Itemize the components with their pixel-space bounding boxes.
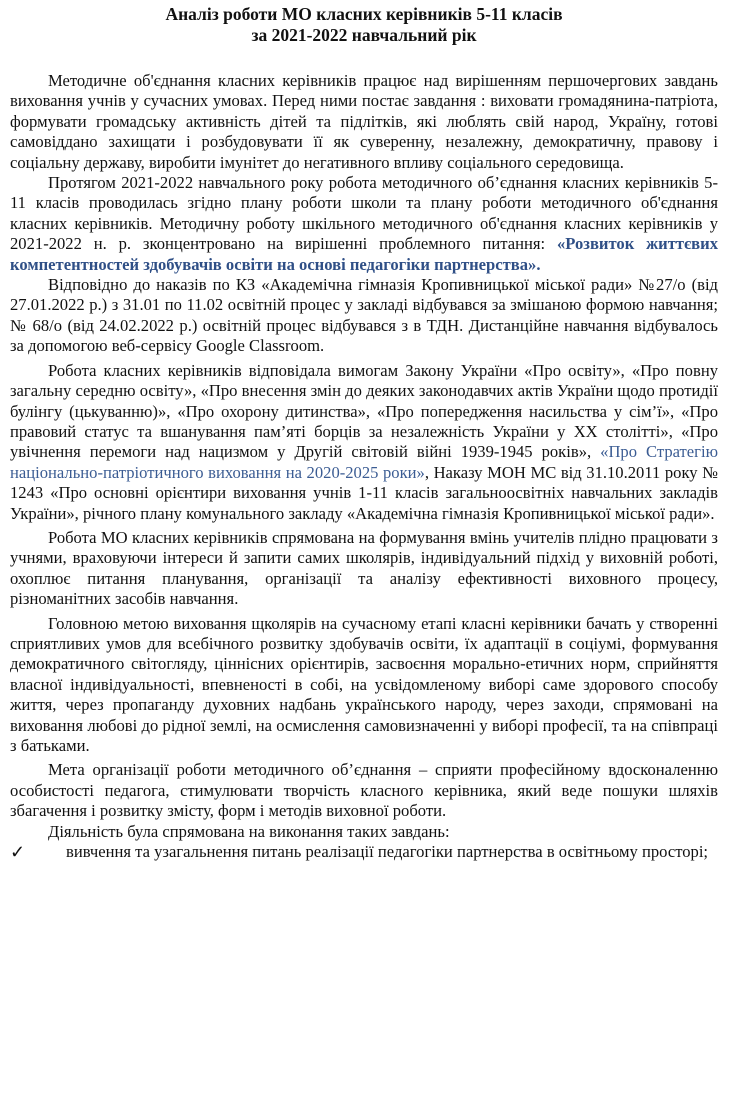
- checklist-item-text: вивчення та узагальнення питань реалізації педагогіки партнерства в освітньому просторі;: [66, 842, 709, 862]
- paragraph-methodical-problem-text: Протягом 2021-2022 навчального року робота методичного об’єднання класних керівників 5-11 класів проводилась згідно плану роботи школи та плану роботи методичного об'єднання класних керівників. Методичну роботу шкільного методичного об'єднання класних керівників у 2021-2022 н. р. зконцентровано на вирішенні проблемного питання:: [10, 173, 718, 254]
- strategy-link[interactable]: «Про Стратегію національно-патріотичного виховання на 2020-2025 роки»: [10, 442, 718, 482]
- title-line-2: за 2021-2022 навчальний рік: [251, 25, 477, 45]
- paragraph-laws-text-1: Робота класних керівників відповідала вимогам Закону України «Про освіту», «Про повну загальну середню освіту», «Про внесення змін до деяких законодавчих актів України щодо протидії булінгу (цькуванню)», «Про охорону дитинства», «Про попередження насильства у сім’ї», «Про правовий статус та вшанування пам’яті борців за незалежність України у ХХ столітті», «Про увічнення перемоги над нацизмом у Другій світовій війні 1939-1945 років»,: [10, 360, 718, 462]
- paragraph-purpose: Мета організації роботи методичного об’єднання – сприяти професійному вдосконаленню особистості педагога, стимулювати творчість класного керівника, який веде пошуки шляхів збагачення і розвитку змісту, форм і методів виховної роботи.: [10, 760, 718, 821]
- paragraph-mo-work: Робота МО класних керівників спрямована на формування вмінь учителів плідно працювати з учнями, враховуючи інтереси й запити самих школярів, індивідуальний підхід у виховній роботі, охоплює питання планування, організації та аналізу ефективності виховного процесу, різноманітних засобів навчання.: [10, 527, 718, 609]
- paragraph-intro: Методичне об'єднання класних керівників працює над вирішенням першочергових завдань виховання учнів у сучасних умовах. Перед ними постає завдання : виховати громадянина-патріота, формувати громадську активність дітей та підлітків, які люблять свій народ, Україну, готові самовіддано захищати і розбудовувати її як суверенну, незалежну, демократичну, правову і соціальну державу, виробити імунітет до негативного впливу соціального середовища.: [10, 71, 718, 172]
- paragraph-methodical-problem: [10, 173, 718, 275]
- problem-topic-highlight: «Розвиток життєвих компетентностей здобувачів освіти на основі педагогіки партнерства».: [10, 234, 718, 274]
- document-page: [10, 4, 718, 862]
- checklist-item: [10, 842, 718, 862]
- document-title: [10, 4, 718, 46]
- paragraph-tasks-intro: Діяльність була спрямована на виконання таких завдань:: [48, 821, 450, 841]
- paragraph-orders: Відповідно до наказів по КЗ «Академічна гімназія Кропивницької міської ради» №27/о (від 27.01.2022 р.) з 31.01 по 11.02 освітній процес у закладі відбувався за змішаною формою навчання; № 68/о (від 24.02.2022 р.) освітній процес відбувався з в ТДН. Дистанційне навчання відбувалось за допомогою веб-сервісу Google Classroom.: [10, 275, 718, 356]
- title-line-1: Аналіз роботи МО класних керівників 5-11 класів: [165, 4, 563, 24]
- checkmark-icon: ✓: [10, 842, 26, 863]
- paragraph-main-goal: Головною метою виховання щколярів на сучасному етапі класні керівники бачать у створенні сприятливих умов для всебічного розвитку здобувачів освіти, їх адаптації в соціумі, формування демократичного світогляду, ціннісних орієнтирів, засвоєння морально-етичних норм, сприйняття власної індивідуальності, впевненості в собі, на усвідомленому виборі саме здорового способу життя, через пропаганду духовних надбань українського народу, через заходи, спрямовані на виховання любові до рідної землі, на осмислення самовизначенні у виборі професії, та на співпраці з батьками.: [10, 613, 718, 755]
- paragraph-laws-text-2: , Наказу МОН МС від 31.10.2011 року № 1243 «Про основні орієнтири виховання учнів 1-11 класів загальноосвітніх навчальних закладів України», річного плану комунального закладу «Академічна гімназія Кропивницької міської ради».: [10, 462, 718, 523]
- paragraph-laws: [10, 361, 718, 524]
